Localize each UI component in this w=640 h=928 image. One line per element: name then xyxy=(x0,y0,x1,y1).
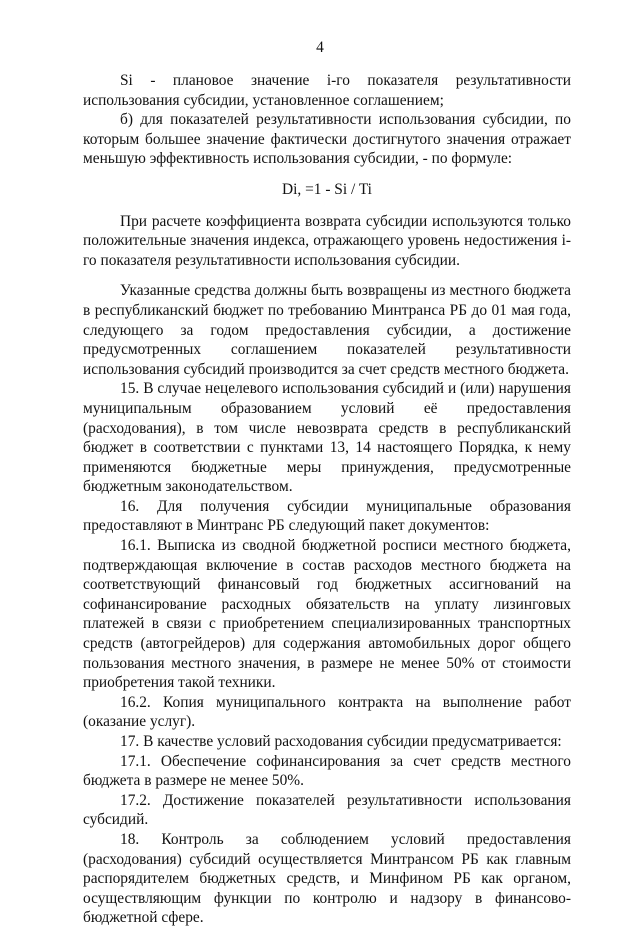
paragraph-17: 17. В качестве условий расходования субсидии предусматривается: xyxy=(120,733,562,750)
paragraph-16-1: 16.1. Выписка из сводной бюджетной росписи местного бюджета, подтверждающая включение в состав расходов местного бюджета на соответствующий финансовый год бюджетных ассигнований на софинансирование расходных обязательств на уплату лизинговых платежей в связи с приобретением специализированных транспортных средств (автогрейдеров) для содержания автомобильных дорог общего пользования местного значения, в размере не менее 50% от стоимости приобретения такой техники. xyxy=(83,537,571,692)
paragraph-18: 18. Контроль за соблюдением условий предоставления (расходования) субсидий осуществляется Минтрансом РБ как главным распорядителем бюджетных средств, и Минфином РБ как органом, осуществляющим функции по контролю и надзору в финансово-бюджетной сфере. xyxy=(83,830,571,927)
paragraph-17-2: 17.2. Достижение показателей результативности использования субсидий. xyxy=(83,791,571,829)
formula: Di, =1 - Si / Ti xyxy=(282,180,372,198)
document-body xyxy=(83,71,571,928)
paragraph-item-b: б) для показателей результативности использования субсидии, по которым большее значение фактически достигнутого значения отражает меньшую эффективность использования субсидии, - по формуле: xyxy=(83,111,571,168)
paragraph-17-1: 17.1. Обеспечение софинансирования за счет средств местного бюджета в размере не менее 50%. xyxy=(83,752,571,790)
paragraph-si-definition: Si - плановое значение i-го показателя результативности использования субсидии, установленное соглашением; xyxy=(83,72,571,109)
page-number: 4 xyxy=(316,39,324,56)
paragraph-return-coefficient: При расчете коэффициента возврата субсидии используются только положительные значения индекса, отражающего уровень недостижения i-го показателя результативности использования субсидии. xyxy=(83,212,571,269)
paragraph-15: 15. В случае нецелевого использования субсидий и (или) нарушения муниципальным образованием условий её предоставления (расходования), в том числе невозврата средств в республиканский бюджет в соответствии с пунктами 13, 14 настоящего Порядка, к нему применяются бюджетные меры принуждения, предусмотренные бюджетным законодательством. xyxy=(83,380,571,496)
paragraph-funds-return: Указанные средства должны быть возвращены из местного бюджета в республиканский бюджет по требованию Минтранса РБ до 01 мая года, следующего за годом предоставления субсидии, а достижение предусмотренных соглашением показателей результативности использования субсидий производится за счет средств местного бюджета. xyxy=(83,282,571,378)
paragraph-16-2: 16.2. Копия муниципального контракта на выполнение работ (оказание услуг). xyxy=(83,693,571,731)
paragraph-16: 16. Для получения субсидии муниципальные образования предоставляют в Минтранс РБ следующий пакет документов: xyxy=(83,497,571,535)
